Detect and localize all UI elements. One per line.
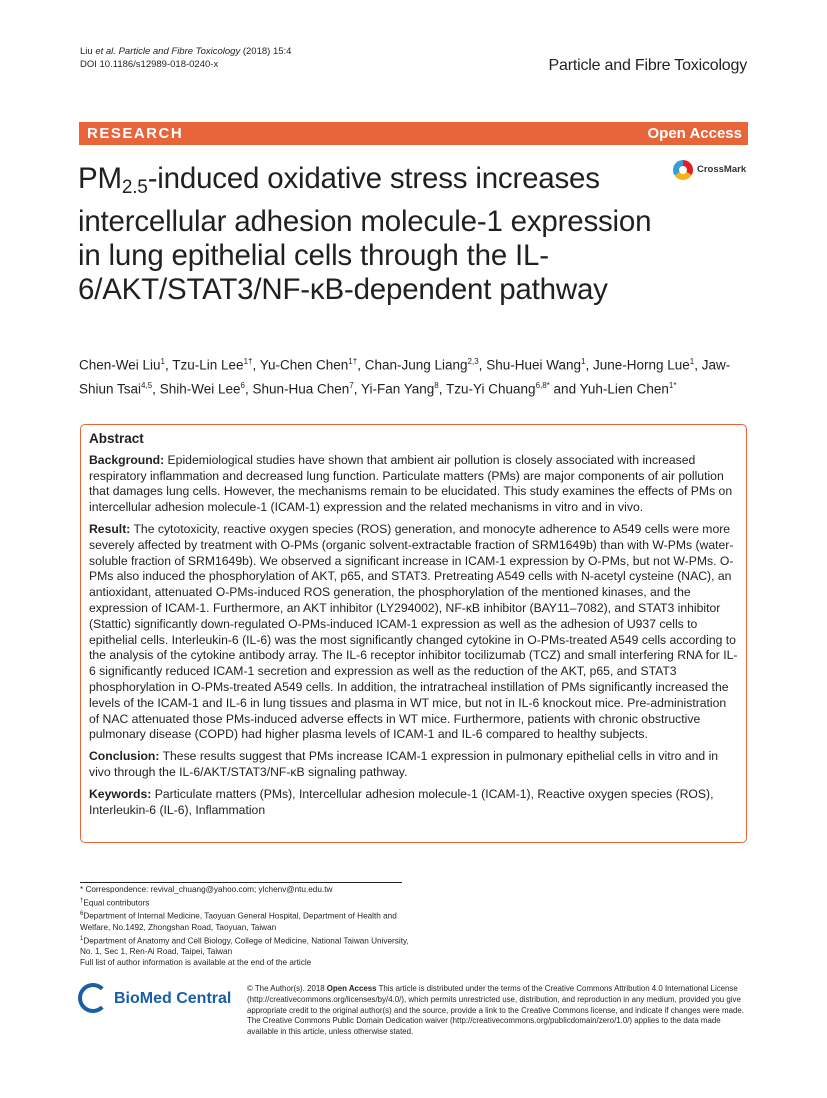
- author-affiliation-sup: 1: [689, 357, 695, 366]
- background-label: Background:: [89, 452, 165, 467]
- license-statement: [247, 984, 752, 1038]
- author-affiliation-sup: 7: [349, 380, 354, 390]
- author-name: Tzu-Lin Lee: [172, 357, 244, 373]
- footnote-divider: [80, 882, 402, 883]
- author-separator: ,: [244, 381, 253, 396]
- author-name: Chan-Jung Liang: [364, 357, 468, 373]
- abstract-result: [89, 522, 739, 743]
- bmc-logo-text: BioMed Central: [114, 990, 232, 1007]
- abstract-box: [80, 424, 747, 843]
- affiliation-6: [80, 909, 410, 933]
- doi: DOI 10.1186/s12989-018-0240-x: [80, 59, 219, 70]
- keywords-label: Keywords:: [89, 786, 152, 801]
- author-name: Shun-Hua Chen: [252, 381, 350, 396]
- title-pm: PM: [78, 162, 122, 195]
- crossmark-badge[interactable]: [673, 160, 753, 182]
- bmc-logo-icon: [78, 983, 108, 1013]
- conclusion-text: These results suggest that PMs increase ICAM-1 expression in pulmonary epithelial cells in vitro and in vivo through the IL-6/AKT/STAT3/NF-κB signaling pathway.: [89, 749, 719, 779]
- crossmark-label: CrossMark: [697, 164, 747, 175]
- title-rest: -induced oxidative stress increases intercellular adhesion molecule-1 expression in lung epithelial cells through the IL-6/AKT/STAT3/NF-κB-dependent pathway: [78, 162, 652, 306]
- correspondence: * Correspondence: revival_chuang@yahoo.com; ylchenv@ntu.edu.tw: [80, 885, 333, 894]
- open-access-label: Open Access: [647, 125, 742, 142]
- aff1-text: Department of Anatomy and Cell Biology, College of Medicine, National Taiwan University, No. 1, Sec 1, Ren-Ai Road, Taipei, Taiwan: [80, 936, 409, 957]
- equal-sup: †: [80, 897, 84, 904]
- author-separator: ,: [165, 357, 173, 373]
- article-type-banner: [79, 122, 748, 145]
- author-separator: ,: [152, 381, 160, 396]
- equal-contributors: [80, 896, 410, 910]
- citation-etal: et al.: [95, 46, 116, 57]
- author-separator: ,: [694, 357, 702, 373]
- result-text: The cytotoxicity, reactive oxygen species (ROS) generation, and monocyte adherence to A549 cells were more severely affected by treatment with O-PMs (organic solvent-extractable fraction of SRM1649b) than with W-PMs (water-soluble fraction of SRM1649b). We observed a significant increase in ICAM-1 expression by O-PMs, but not W-PMs. O-PMs also induced the phosphorylation of AKT, p65, and STAT3. Pretreating A549 cells with N-acetyl cysteine (NAC), an antioxidant, attenuated O-PMs-induced ROS generation, the phosphorylation of the mentioned kinases, and the expression of ICAM-1. Furthermore, an AKT inhibitor (LY294002), NF-κB inhibitor (BAY11–7082), and STAT3 inhibitor (Stattic) significantly down-regulated O-PMs-induced ICAM-1 expression as well as the adhesion of U937 cells to epithelial cells. Interleukin-6 (IL-6) was the most significantly changed cytokine in O-PMs-treated A549 cells according to the analysis of the cytokine antibody array. The IL-6 receptor inhibitor tocilizumab (TCZ) and small interfering RNA for IL-6 significantly reduced ICAM-1 secretion and expression as well as the reduction of the AKT, p65, and STAT3 phosphorylation in O-PMs-treated A549 cells. In addition, the intratracheal instillation of PMs significantly increased the levels of the ICAM-1 and IL-6 in lung tissues and plasma in WT mice, but not in IL-6 knockout mice. Pre-administration of NAC attenuated those PMs-induced adverse effects in WT mice. Furthermore, patients with chronic obstructive pulmonary disease (COPD) had higher plasma levels of ICAM-1 and IL-6 compared to healthy subjects.: [89, 521, 738, 742]
- abstract-keywords: [89, 787, 739, 819]
- author-name: June-Horng Lue: [592, 357, 690, 373]
- equal-text: Equal contributors: [83, 898, 150, 908]
- author-affiliation-sup: 1†: [348, 357, 358, 366]
- result-label: Result:: [89, 521, 131, 536]
- license-text: This article is distributed under the terms of the Creative Commons Attribution 4.0 International License (http://creativecommons.org/licenses/by/4.0/), which permits unrestricted use, distribution, and reproduction in any medium, provided you give appropriate credit to the original author(s) and the source, provide a link to the Creative Commons license, and indicate if changes were made. The Creative Commons Public Domain Dedication waiver (http://creativecommons.org/publicdomain/zero/1.0/) applies to the data made available in this article, unless otherwise stated.: [247, 984, 744, 1037]
- citation-volume: (2018) 15:4: [242, 46, 292, 57]
- abstract-background: [89, 453, 739, 516]
- aff6-text: Department of Internal Medicine, Taoyuan General Hospital, Department of Health and Welfare, No.1492, Zhongshan Road, Taoyuan, Taiwan: [80, 912, 397, 932]
- citation-header: [80, 45, 291, 71]
- article-title: [78, 162, 668, 307]
- author-affiliation-sup: 6: [240, 380, 245, 390]
- article-type: RESEARCH: [87, 125, 184, 142]
- author-affiliation-sup: 4,5: [141, 380, 153, 390]
- author-separator: ,: [357, 357, 365, 373]
- author-name: Yi-Fan Yang: [361, 381, 435, 396]
- abstract-heading: Abstract: [89, 431, 144, 446]
- aff1-sup: 1: [80, 935, 84, 942]
- author-name: Chen-Wei Liu: [79, 357, 161, 373]
- author-affiliation-sup: 2,3: [467, 357, 479, 366]
- journal-name: Particle and Fibre Toxicology: [548, 57, 747, 74]
- author-affiliation-sup: 1: [580, 357, 586, 366]
- footnotes: [80, 885, 410, 969]
- author-name: Tzu-Yi Chuang: [446, 381, 536, 396]
- aff6-sup: 6: [80, 911, 84, 918]
- biomed-central-logo[interactable]: [78, 983, 238, 1021]
- license-open-access: Open Access: [326, 984, 377, 993]
- citation-authors: Liu: [80, 46, 93, 57]
- author-separator: ,: [585, 357, 593, 373]
- affiliation-1: [80, 934, 410, 958]
- author-list: [79, 352, 759, 399]
- crossmark-icon: [673, 160, 693, 180]
- license-prefix: © The Author(s). 2018: [247, 984, 327, 993]
- author-affiliation-sup: 8: [434, 380, 439, 390]
- full-author-info-note: Full list of author information is available at the end of the article: [80, 957, 312, 967]
- background-text: Epidemiological studies have shown that ambient air pollution is closely associated with increased respiratory inflammation and decreased lung function. Particulate matters (PMs) are major components of air pollution that damages lung cells. However, the mechanisms remain to be elucidated. This study examines the effects of PMs on intercellular adhesion molecule-1 (ICAM-1) expression and the related mechanisms in vitro and in vivo.: [89, 452, 733, 515]
- author-name: Shih-Wei Lee: [159, 381, 241, 396]
- author-name: Yuh-Lien Chen: [579, 381, 669, 396]
- citation-journal: Particle and Fibre Toxicology: [118, 46, 241, 57]
- keywords-text: Particulate matters (PMs), Intercellular adhesion molecule-1 (ICAM-1), Reactive oxygen species (ROS), Interleukin-6 (IL-6), Inflammation: [89, 786, 714, 817]
- author-affiliation-sup: 1: [160, 357, 165, 366]
- title-subscript: 2.5: [121, 177, 148, 198]
- abstract-conclusion: [89, 749, 739, 781]
- author-affiliation-sup: 1*: [668, 380, 677, 390]
- author-separator: ,: [438, 381, 447, 396]
- author-affiliation-sup: 1†: [243, 357, 253, 366]
- author-name: Jaw-Shiun Tsai: [79, 357, 731, 396]
- author-name: Shu-Huei Wang: [486, 357, 581, 373]
- author-separator: ,: [478, 357, 487, 373]
- author-separator: ,: [353, 381, 361, 396]
- author-name: Yu-Chen Chen: [259, 357, 349, 373]
- author-affiliation-sup: 6,8*: [535, 380, 550, 390]
- author-separator: and: [549, 381, 580, 396]
- author-separator: ,: [252, 357, 260, 373]
- conclusion-label: Conclusion:: [89, 749, 160, 764]
